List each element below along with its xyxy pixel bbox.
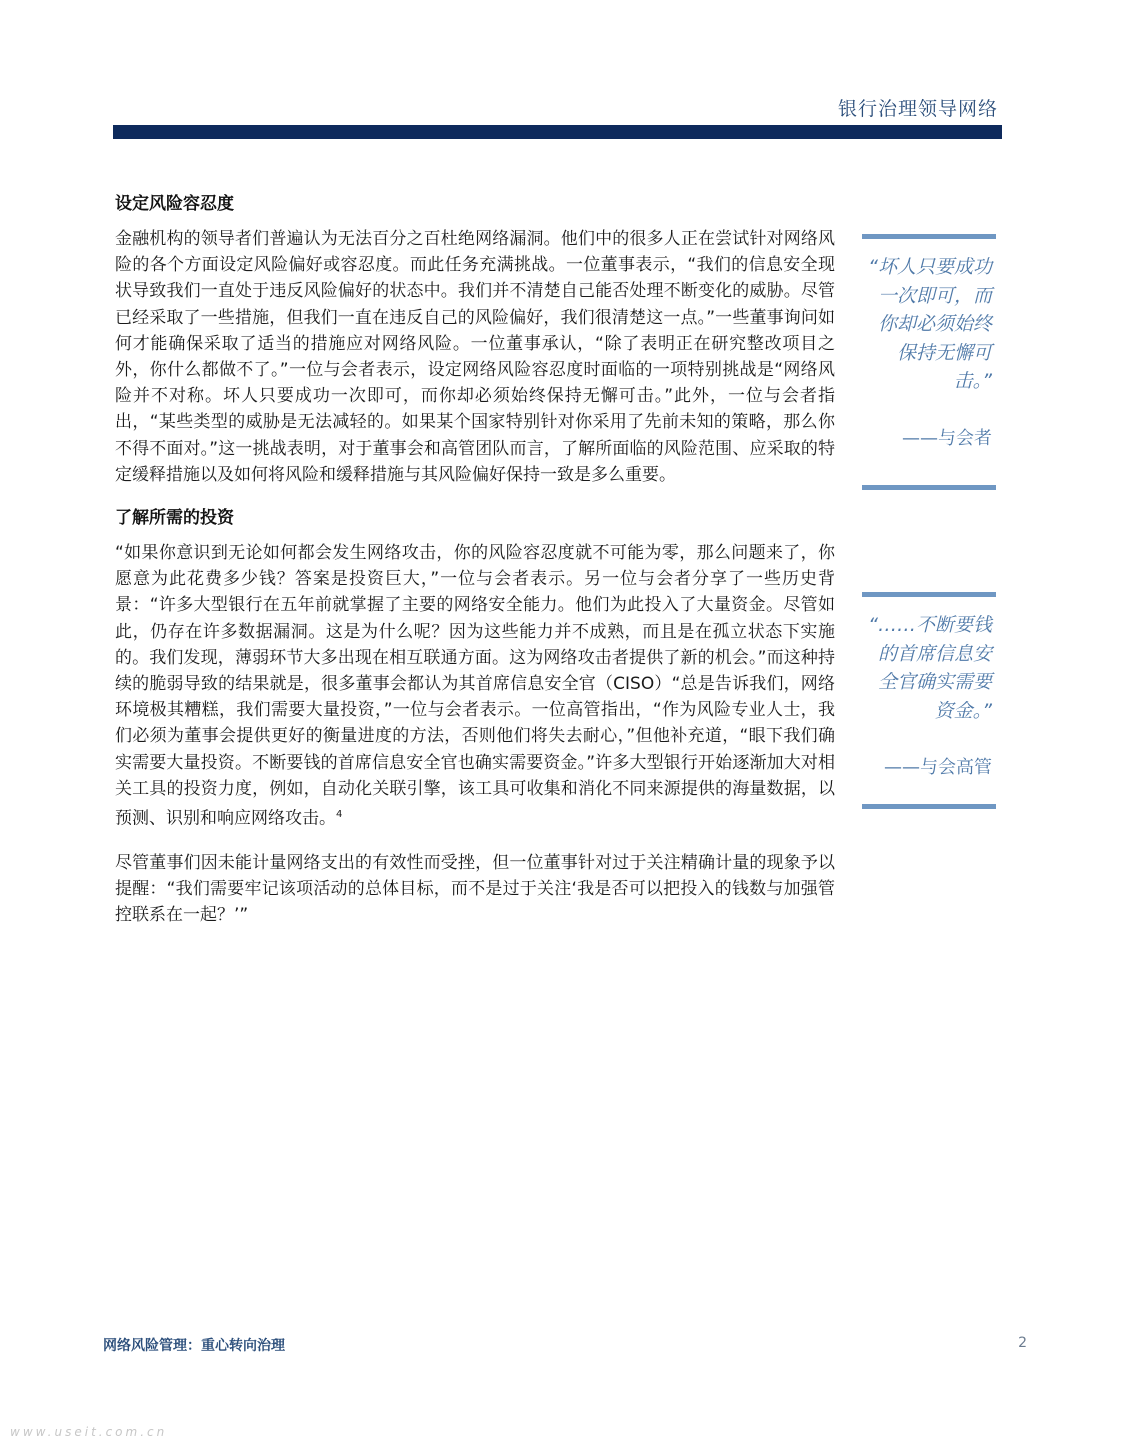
watermark: www.useit.com.cn — [10, 1425, 168, 1439]
paragraph-text: 金融机构的领导者们普遍认为无法百分之百杜绝网络漏洞。他们中的很多人正在尝试针对网络风险的各个方面设定风险偏好或容忍度。而此任务充满挑战。一位董事表示，“我们的信息安全现状导致我们一直处于违反风险偏好的状态中。我们并不清楚自己能否处理不断变化的威胁。尽管已经采取了一些措施，但我们一直在违反自己的风险偏好，我们很清楚这一点。”一些董事询问如何才能确保采取了适当的措施应对网络风险。一位董事承认，“除了表明正在研究整改项目之外，你什么都做不了。”一位与会者表示，设定网络风险容忍度时面临的一项特别挑战是“网络风险并不对称。坏人只要成功一次即可，而你却必须始终保持无懈可击。”此外，一位与会者指出，“某些类型的威胁是无法减轻的。如果某个国家特别针对你采用了先前未知的策略，那么你不得不面对。”这一挑战表明，对于董事会和高管团队而言，了解所面临的风险范围、应采取的特定缓释措施以及如何将风险和缓释措施与其风险偏好保持一致是多么重要。 — [115, 229, 835, 485]
paragraph-investment — [115, 540, 835, 832]
pull-quote-1 — [862, 234, 996, 490]
pull-quote-attribution: ——与会高管 — [884, 757, 992, 778]
paragraph-measurement — [115, 850, 835, 929]
paragraph-text: 尽管董事们因未能计量网络支出的有效性而受挫，但一位董事针对过于关注精确计量的现象予以提醒：“我们需要牢记该项活动的总体目标，而不是过于关注‘我是否可以把投入的钱数与加强管控联系在一起？’” — [115, 852, 835, 926]
page-number: 2 — [1018, 1335, 1027, 1351]
section-heading-investment: 了解所需的投资 — [115, 508, 234, 529]
pull-quote-attribution: ——与会者 — [902, 427, 992, 449]
pull-quote-text: “坏人只要成功一次即可，而你却必须始终保持无懈可击。” — [868, 256, 992, 392]
header-rule — [113, 125, 1002, 139]
paragraph-text: “如果你意识到无论如何都会发生网络攻击，你的风险容忍度就不可能为零，那么问题来了，你愿意为此花费多少钱？答案是投资巨大，”一位与会者表示。另一位与会者分享了一些历史背景：“许多大型银行在五年前就掌握了主要的网络安全能力。他们为此投入了大量资金。尽管如此，仍存在许多数据漏洞。这是为什么呢？因为这些能力并不成熟，而且是在孤立状态下实施的。我们发现，薄弱环节大多出现在相互联通方面。这为网络攻击者提供了新的机会。”而这种持续的脆弱导致的结果就是，很多董事会都认为其首席信息安全官（CISO）“总是告诉我们，网络环境极其糟糕，我们需要大量投资，”一位与会者表示。一位高管指出，“作为风险专业人士，我们必须为董事会提供更好的衡量进度的方法，否则他们将失去耐心，”但他补充道，“眼下我们确实需要大量投资。不断要钱的首席信息安全官也确实需要资金。”许多大型银行开始逐渐加大对相关工具的投资力度，例如，自动化关联引擎，该工具可收集和消化不同来源提供的海量数据，以预测、识别和响应网络攻击。 — [115, 543, 835, 829]
pull-quote-text: “……不断要钱的首席信息安全官确实需要资金。” — [868, 614, 992, 722]
section-heading-risk-tolerance: 设定风险容忍度 — [115, 194, 234, 214]
pull-quote-2 — [862, 592, 996, 809]
main-content — [115, 192, 835, 947]
footer-title: 网络风险管理：重心转向治理 — [103, 1338, 285, 1354]
running-header: 银行治理领导网络 — [837, 98, 998, 120]
footnote-marker: 4 — [336, 809, 343, 821]
paragraph-risk-tolerance — [115, 226, 835, 488]
